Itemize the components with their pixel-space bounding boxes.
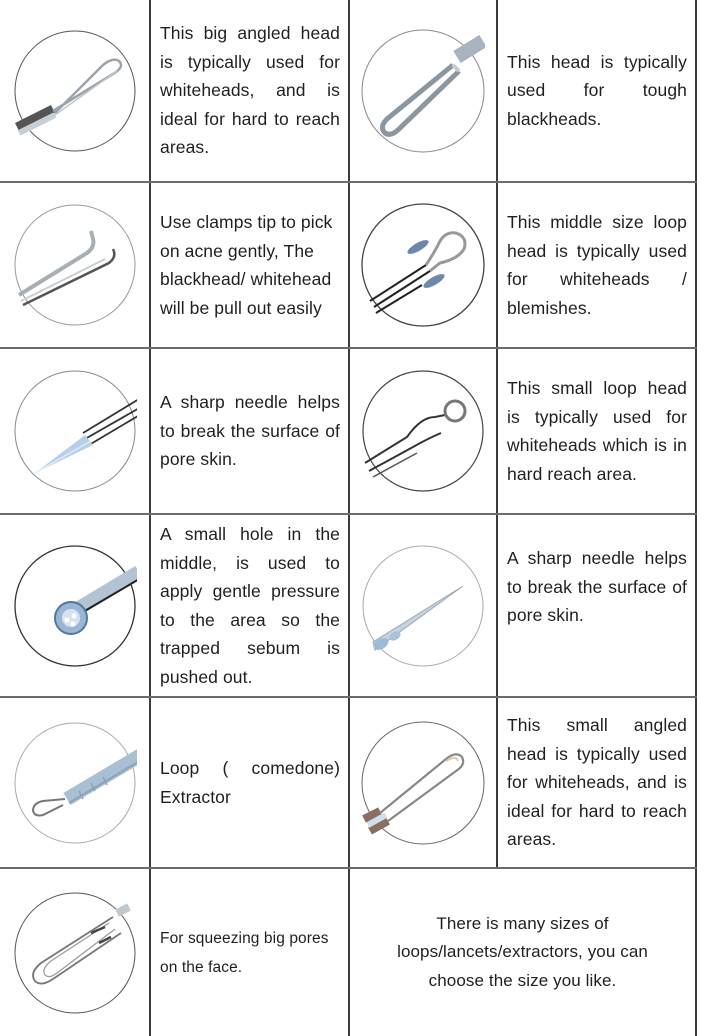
tool-description-cell (498, 183, 695, 347)
big-angled-loop-tool-icon (13, 29, 137, 153)
tool-image-cell (0, 183, 149, 347)
tool-description-cell (151, 698, 348, 867)
tool-image-cell (0, 349, 149, 513)
tool-description-cell (498, 515, 695, 696)
tool-description-text: A small hole in the middle, is used to apply gentle pressure to the area so the trapped sebum is pushed out. (160, 524, 340, 687)
tool-description-text: Loop ( comedone) Extractor (160, 758, 340, 807)
tool-image-cell (0, 515, 149, 696)
lancet-needle-tool-icon (361, 542, 485, 670)
sharp-needle-tool-icon (13, 367, 137, 495)
tool-description-text: Use clamps tip to pick on acne gently, The blackhead/ whitehead will be pull out easily (160, 212, 333, 318)
small-loop-tool-icon (361, 367, 485, 495)
tool-image-cell (0, 698, 149, 867)
tool-image-cell (350, 515, 496, 696)
tool-description-cell (498, 349, 695, 513)
tool-description-text: This middle size loop head is typically used for whiteheads / blemishes. (507, 212, 687, 318)
comedone-loop-extractor-icon (13, 719, 137, 847)
sizes-note-text: There is many sizes of loops/lancets/extractors, you can choose the size you like. (397, 913, 648, 990)
teardrop-loop-tool-icon (361, 27, 485, 155)
tool-image-cell (350, 183, 496, 347)
tool-description-text: A sharp needle helps to break the surface of pore skin. (160, 392, 340, 470)
tool-description-text: For squeezing big pores on the face. (160, 929, 329, 976)
tool-description-cell (151, 183, 348, 347)
tool-description-text: This small loop head is typically used for whiteheads which is in hard reach area. (507, 378, 687, 484)
tool-image-cell (350, 698, 496, 867)
big-pore-squeezer-tool-icon (13, 889, 137, 1017)
tool-image-cell (0, 869, 149, 1036)
tool-description-text: This small angled head is typically used for whiteheads, and is ideal for hard to reach areas. (507, 715, 687, 850)
tool-image-cell (0, 0, 149, 181)
sizes-note-cell (350, 869, 695, 1036)
tool-description-cell (151, 869, 348, 1036)
grid-line (695, 0, 697, 1036)
tool-description-cell (151, 515, 348, 696)
tool-description-cell (151, 349, 348, 513)
tool-image-cell (350, 0, 496, 181)
tool-description-text: This head is typically used for tough blackheads. (507, 51, 687, 129)
clamp-tweezers-tool-icon (13, 201, 137, 329)
tool-description-text: A sharp needle helps to break the surface of pore skin. (507, 548, 687, 625)
small-angled-loop-tool-icon (360, 719, 486, 847)
tool-image-cell (350, 349, 496, 513)
tool-description-cell (498, 0, 695, 181)
tool-description-cell (151, 0, 348, 181)
middle-loop-tool-icon (360, 201, 486, 329)
tool-description-cell (498, 698, 695, 867)
tool-description-text: This big angled head is typically used for whiteheads, and is ideal for hard to reach areas. (160, 23, 340, 158)
hole-spoon-tool-icon (13, 542, 137, 670)
